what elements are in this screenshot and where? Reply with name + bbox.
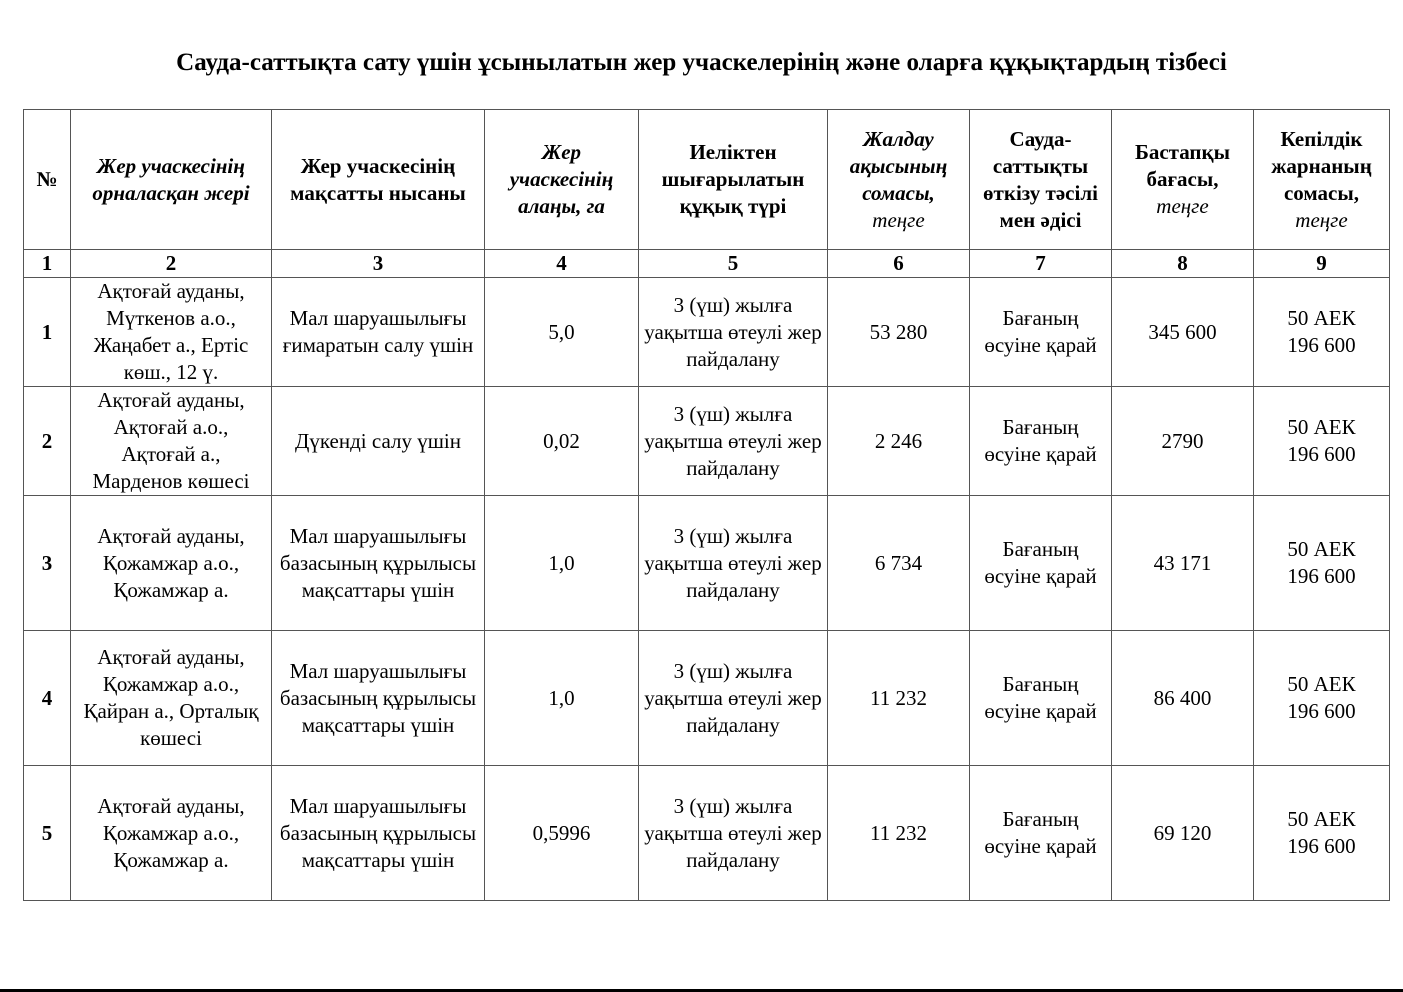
column-number: 4 [485, 250, 639, 278]
method-cell: Бағаның өсуіне қарай [970, 766, 1112, 901]
column-number: 9 [1254, 250, 1390, 278]
header-method: Сауда-саттықты өткізу тәсілі мен әдісі [970, 110, 1112, 250]
purpose-cell: Дүкенді салу үшін [272, 387, 485, 496]
header-rent-unit: теңге [872, 207, 925, 232]
rent-cell: 6 734 [828, 496, 970, 631]
header-location: Жер учаскесінің орналасқан жері [71, 110, 272, 250]
location-cell: Ақтоғай ауданы, Қожамжар а.о., Қожамжар а. [71, 496, 272, 631]
start-price-cell: 2790 [1112, 387, 1254, 496]
row-number: 2 [24, 387, 71, 496]
right-type-cell: 3 (үш) жылға уақытша өтеулі жер пайдалану [639, 278, 828, 387]
column-number: 6 [828, 250, 970, 278]
method-cell: Бағаның өсуіне қарай [970, 387, 1112, 496]
header-deposit-label: Кепілдік жарнаның сомасы, [1271, 126, 1372, 205]
column-number: 5 [639, 250, 828, 278]
location-cell: Ақтоғай ауданы, Қожамжар а.о., Қожамжар а. [71, 766, 272, 901]
rent-cell: 2 246 [828, 387, 970, 496]
table-header-row [24, 110, 1390, 250]
right-type-cell: 3 (үш) жылға уақытша өтеулі жер пайдалану [639, 766, 828, 901]
start-price-cell: 86 400 [1112, 631, 1254, 766]
header-purpose: Жер учаскесінің мақсатты нысаны [272, 110, 485, 250]
deposit-cell [1254, 766, 1390, 901]
table-row [24, 387, 1390, 496]
location-cell: Ақтоғай ауданы, Мүткенов а.о., Жаңабет а., Ертіс көш., 12 ү. [71, 278, 272, 387]
header-area: Жер учаскесінің алаңы, га [485, 110, 639, 250]
method-cell: Бағаның өсуіне қарай [970, 631, 1112, 766]
rent-cell: 11 232 [828, 766, 970, 901]
deposit-amount: 196 600 [1287, 834, 1356, 858]
start-price-cell: 345 600 [1112, 278, 1254, 387]
deposit-cell [1254, 387, 1390, 496]
header-right-type: Иеліктен шығарылатын құқық түрі [639, 110, 828, 250]
area-cell: 0,02 [485, 387, 639, 496]
row-number: 4 [24, 631, 71, 766]
purpose-cell: Мал шаруашылығы ғимаратын салу үшін [272, 278, 485, 387]
row-number: 1 [24, 278, 71, 387]
start-price-cell: 69 120 [1112, 766, 1254, 901]
column-number: 8 [1112, 250, 1254, 278]
location-cell: Ақтоғай ауданы, Қожамжар а.о., Қайран а., Орталық көшесі [71, 631, 272, 766]
deposit-amount: 196 600 [1287, 333, 1356, 357]
header-number: № [24, 110, 71, 250]
right-type-cell: 3 (үш) жылға уақытша өтеулі жер пайдалану [639, 387, 828, 496]
area-cell: 1,0 [485, 496, 639, 631]
header-deposit [1254, 110, 1390, 250]
header-start-price-unit: теңге [1156, 194, 1209, 218]
table-row [24, 631, 1390, 766]
deposit-mrp: 50 АЕК [1287, 672, 1356, 696]
column-number: 1 [24, 250, 71, 278]
header-rent-label: Жалдау ақысының сомасы, [849, 126, 948, 205]
header-rent [828, 110, 970, 250]
row-number: 3 [24, 496, 71, 631]
method-cell: Бағаның өсуіне қарай [970, 278, 1112, 387]
area-cell: 5,0 [485, 278, 639, 387]
deposit-mrp: 50 АЕК [1287, 537, 1356, 561]
purpose-cell: Мал шаруашылығы базасының құрылысы мақсаттары үшін [272, 496, 485, 631]
method-cell: Бағаның өсуіне қарай [970, 496, 1112, 631]
row-number: 5 [24, 766, 71, 901]
deposit-cell [1254, 631, 1390, 766]
right-type-cell: 3 (үш) жылға уақытша өтеулі жер пайдалану [639, 631, 828, 766]
column-number: 2 [71, 250, 272, 278]
purpose-cell: Мал шаруашылығы базасының құрылысы мақсаттары үшін [272, 766, 485, 901]
land-plots-table [23, 109, 1390, 901]
area-cell: 1,0 [485, 631, 639, 766]
right-type-cell: 3 (үш) жылға уақытша өтеулі жер пайдалану [639, 496, 828, 631]
deposit-cell [1254, 278, 1390, 387]
header-start-price [1112, 110, 1254, 250]
rent-cell: 11 232 [828, 631, 970, 766]
deposit-amount: 196 600 [1287, 699, 1356, 723]
column-number: 3 [272, 250, 485, 278]
header-deposit-unit: теңге [1295, 207, 1348, 232]
deposit-mrp: 50 АЕК [1287, 415, 1356, 439]
table-row [24, 278, 1390, 387]
column-number-row [24, 250, 1390, 278]
area-cell: 0,5996 [485, 766, 639, 901]
deposit-amount: 196 600 [1287, 442, 1356, 466]
column-number: 7 [970, 250, 1112, 278]
purpose-cell: Мал шаруашылығы базасының құрылысы мақсаттары үшін [272, 631, 485, 766]
deposit-cell [1254, 496, 1390, 631]
deposit-mrp: 50 АЕК [1287, 807, 1356, 831]
header-start-price-label: Бастапқы бағасы, [1134, 140, 1231, 191]
rent-cell: 53 280 [828, 278, 970, 387]
table-row [24, 766, 1390, 901]
page-title: Сауда-саттықта сату үшін ұсынылатын жер учаскелерінің және оларға құқықтардың тізбесі [176, 49, 1227, 76]
deposit-amount: 196 600 [1287, 564, 1356, 588]
table-row [24, 496, 1390, 631]
deposit-mrp: 50 АЕК [1287, 306, 1356, 330]
location-cell: Ақтоғай ауданы, Ақтоғай а.о., Ақтоғай а., Марденов көшесі [71, 387, 272, 496]
start-price-cell: 43 171 [1112, 496, 1254, 631]
